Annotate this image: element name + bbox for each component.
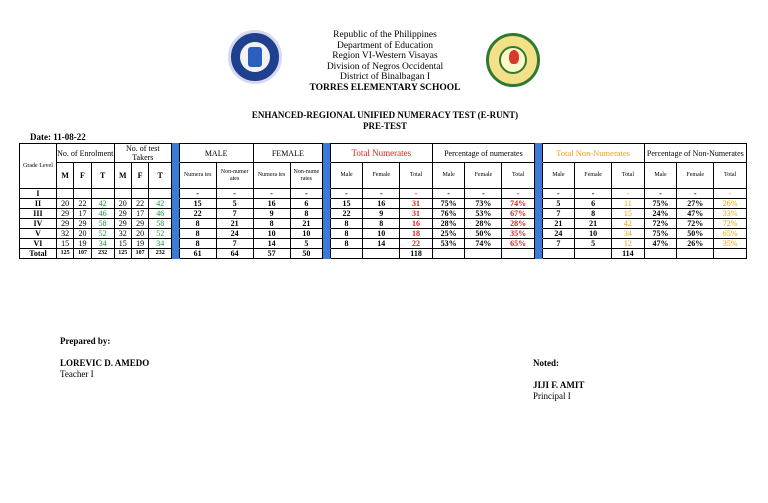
th-non-numerates: Non-numer ates (216, 163, 253, 189)
cell-pt: 35% (502, 229, 535, 239)
divider-bar (172, 229, 180, 239)
divider-bar (323, 219, 331, 229)
cell-nnm: 7 (542, 209, 575, 219)
cell-ef: 22 (74, 199, 91, 209)
cell-nnt: - (612, 189, 645, 199)
divider-bar (323, 163, 331, 189)
cell-tt: 52 (149, 229, 172, 239)
header-line: Region VI-Western Visayas (332, 51, 438, 62)
cell-fnn: 5 (290, 239, 323, 249)
th-total-sub: Total (502, 163, 535, 189)
cell-tt: 58 (149, 219, 172, 229)
th-male-sub: Male (644, 163, 677, 189)
cell-pnm: 72% (644, 219, 677, 229)
divider-bar (323, 199, 331, 209)
cell-tnt: - (400, 189, 433, 199)
divider-bar (534, 209, 542, 219)
cell-pf (465, 249, 502, 259)
divider-bar (172, 239, 180, 249)
cell-nnm: - (542, 189, 575, 199)
cell-tf: 17 (131, 209, 148, 219)
cell-mn: 22 (179, 209, 216, 219)
date-label: Date: 11-08-22 (30, 132, 86, 142)
th-m: M (114, 163, 131, 189)
cell-mn: 8 (179, 219, 216, 229)
header-block (300, 30, 470, 94)
table-row (20, 209, 747, 219)
cell-em: 32 (56, 229, 73, 239)
cell-et: 46 (91, 209, 114, 219)
header-line: District of Binalbagan I (340, 72, 430, 83)
th-t: T (149, 163, 172, 189)
cell-pm: 25% (432, 229, 465, 239)
cell-em: 125 (56, 249, 73, 259)
cell-tt (149, 189, 172, 199)
cell-pnt: 65% (714, 229, 747, 239)
cell-nnt: 15 (612, 209, 645, 219)
cell-tnm: 22 (330, 209, 363, 219)
divider-bar (323, 144, 331, 163)
th-male: MALE (179, 144, 253, 163)
cell-pt: 65% (502, 239, 535, 249)
title-line-1: ENHANCED-REGIONAL UNIFIED NUMERACY TEST (E-RUNT) (251, 110, 519, 120)
cell-nnm: 21 (542, 219, 575, 229)
cell-fnn: 10 (290, 229, 323, 239)
cell-ef: 19 (74, 239, 91, 249)
cell-tm (114, 189, 131, 199)
cell-pnf: 27% (677, 199, 714, 209)
cell-pnt (714, 249, 747, 259)
divider-bar (534, 219, 542, 229)
cell-pm: - (432, 189, 465, 199)
school-name: TORRES ELEMENTARY SCHOOL (309, 82, 461, 93)
divider-bar (534, 199, 542, 209)
header-line: Republic of the Philippines (333, 30, 437, 40)
divider-bar (172, 249, 180, 259)
cell-nnt: 114 (612, 249, 645, 259)
cell-pt: - (502, 189, 535, 199)
title-line-2: PRE-TEST (362, 121, 407, 131)
cell-nnf: - (575, 189, 612, 199)
cell-tnf: 10 (363, 229, 400, 239)
prepared-label: Prepared by: (60, 336, 111, 346)
cell-fn: 14 (253, 239, 290, 249)
th-female: FEMALE (253, 144, 323, 163)
cell-pnf: - (677, 189, 714, 199)
th-male-sub: Male (542, 163, 575, 189)
cell-em: 15 (56, 239, 73, 249)
cell-nnf: 6 (575, 199, 612, 209)
cell-tnt: 16 (400, 219, 433, 229)
cell-mnn: - (216, 189, 253, 199)
cell-tnm: - (330, 189, 363, 199)
cell-fn: 57 (253, 249, 290, 259)
cell-tf: 29 (131, 219, 148, 229)
cell-nnf: 21 (575, 219, 612, 229)
cell-tnf: 16 (363, 199, 400, 209)
cell-tf: 22 (131, 199, 148, 209)
cell-mn: 15 (179, 199, 216, 209)
cell-tf (131, 189, 148, 199)
cell-nnt: 12 (612, 239, 645, 249)
cell-mnn: 64 (216, 249, 253, 259)
th-total-numerates: Total Numerates (330, 144, 432, 163)
cell-nnf: 10 (575, 229, 612, 239)
th-male-sub: Male (432, 163, 465, 189)
cell-tt: 42 (149, 199, 172, 209)
divider-bar (534, 163, 542, 189)
cell-tnf: - (363, 189, 400, 199)
th-m: M (56, 163, 73, 189)
divider-bar (172, 199, 180, 209)
th-takers: No. of test Takers (114, 144, 172, 163)
cell-grade: IV (20, 219, 57, 229)
cell-pt (502, 249, 535, 259)
cell-pnf: 72% (677, 219, 714, 229)
cell-et (91, 189, 114, 199)
cell-fn: 10 (253, 229, 290, 239)
cell-fn: 8 (253, 219, 290, 229)
cell-nnm: 5 (542, 199, 575, 209)
th-female-sub: Female (363, 163, 400, 189)
divider-bar (534, 239, 542, 249)
divider-bar (534, 144, 542, 163)
cell-mnn: 24 (216, 229, 253, 239)
cell-fnn: 8 (290, 209, 323, 219)
cell-tnf: 9 (363, 209, 400, 219)
cell-tnt: 22 (400, 239, 433, 249)
cell-pnm (644, 249, 677, 259)
cell-tnm (330, 249, 363, 259)
cell-tm: 29 (114, 209, 131, 219)
cell-pnm: 24% (644, 209, 677, 219)
cell-pt: 74% (502, 199, 535, 209)
cell-pnm: 75% (644, 229, 677, 239)
cell-tnt: 31 (400, 199, 433, 209)
th-female-sub: Female (575, 163, 612, 189)
cell-ef (74, 189, 91, 199)
cell-grade: III (20, 209, 57, 219)
table-row (20, 229, 747, 239)
cell-nnm: 7 (542, 239, 575, 249)
cell-nnf: 5 (575, 239, 612, 249)
cell-tnt: 31 (400, 209, 433, 219)
cell-tnf: 8 (363, 219, 400, 229)
th-total-non-numerates: Total Non-Numerates (542, 144, 644, 163)
cell-pnm: 75% (644, 199, 677, 209)
cell-tf: 19 (131, 239, 148, 249)
table-row (20, 189, 747, 199)
divider-bar (534, 229, 542, 239)
th-numerates: Numera tes (179, 163, 216, 189)
cell-grade: Total (20, 249, 57, 259)
cell-tnm: 8 (330, 219, 363, 229)
cell-et: 232 (91, 249, 114, 259)
cell-mnn: 21 (216, 219, 253, 229)
cell-mnn: 5 (216, 199, 253, 209)
cell-pnf: 26% (677, 239, 714, 249)
document-title (190, 110, 580, 132)
cell-pnt: 72% (714, 219, 747, 229)
total-row (20, 249, 747, 259)
divider-bar (172, 144, 180, 163)
th-f: F (74, 163, 91, 189)
header-line: Department of Education (336, 40, 434, 51)
cell-pm: 53% (432, 239, 465, 249)
divider-bar (323, 229, 331, 239)
th-total-sub: Total (714, 163, 747, 189)
cell-tt: 232 (149, 249, 172, 259)
cell-tf: 20 (131, 229, 148, 239)
cell-pnf (677, 249, 714, 259)
divider-bar (323, 209, 331, 219)
cell-nnm: 24 (542, 229, 575, 239)
deped-seal-icon (228, 30, 282, 84)
divider-bar (172, 209, 180, 219)
cell-pf: 50% (465, 229, 502, 239)
cell-mn: 8 (179, 229, 216, 239)
cell-pnt: - (714, 189, 747, 199)
cell-pm: 76% (432, 209, 465, 219)
th-female-sub: Female (677, 163, 714, 189)
cell-tnm: 8 (330, 229, 363, 239)
cell-tnm: 15 (330, 199, 363, 209)
divider-bar (323, 239, 331, 249)
cell-et: 34 (91, 239, 114, 249)
cell-mnn: 7 (216, 209, 253, 219)
header-line: Division of Negros Occidental (326, 61, 444, 72)
table-row (20, 239, 747, 249)
noted-name: JIJI F. AMIT (533, 380, 585, 390)
th-enrolment: No. of Enrolment (56, 144, 114, 163)
cell-em: 29 (56, 209, 73, 219)
school-seal-icon (486, 33, 540, 87)
cell-pf: 74% (465, 239, 502, 249)
divider-bar (323, 189, 331, 199)
cell-pnm: 47% (644, 239, 677, 249)
cell-pt: 67% (502, 209, 535, 219)
prepared-name: LOREVIC D. AMEDO (60, 358, 150, 368)
th-female-sub: Female (465, 163, 502, 189)
cell-et: 52 (91, 229, 114, 239)
cell-pf: - (465, 189, 502, 199)
cell-tnt: 18 (400, 229, 433, 239)
cell-mn: - (179, 189, 216, 199)
th-pct-numerates: Percentage of numerates (432, 144, 534, 163)
cell-fnn: 50 (290, 249, 323, 259)
cell-em (56, 189, 73, 199)
cell-nnt: 34 (612, 229, 645, 239)
cell-et: 58 (91, 219, 114, 229)
cell-fnn: 6 (290, 199, 323, 209)
th-numerates: Numera tes (253, 163, 290, 189)
cell-tnf (363, 249, 400, 259)
cell-fn: 9 (253, 209, 290, 219)
cell-tnt: 118 (400, 249, 433, 259)
table-row (20, 219, 747, 229)
cell-pf: 53% (465, 209, 502, 219)
cell-grade: VI (20, 239, 57, 249)
cell-mn: 61 (179, 249, 216, 259)
cell-ef: 17 (74, 209, 91, 219)
th-grade-level: Grade Level (20, 144, 57, 189)
cell-em: 29 (56, 219, 73, 229)
cell-pf: 73% (465, 199, 502, 209)
divider-bar (172, 219, 180, 229)
cell-tf: 107 (131, 249, 148, 259)
cell-em: 20 (56, 199, 73, 209)
cell-tt: 46 (149, 209, 172, 219)
cell-tnf: 14 (363, 239, 400, 249)
cell-ef: 20 (74, 229, 91, 239)
cell-et: 42 (91, 199, 114, 209)
noted-role: Principal I (533, 391, 571, 401)
th-t: T (91, 163, 114, 189)
cell-pnt: 33% (714, 209, 747, 219)
cell-tnm: 8 (330, 239, 363, 249)
cell-grade: V (20, 229, 57, 239)
divider-bar (172, 189, 180, 199)
cell-nnt: 42 (612, 219, 645, 229)
table-row (20, 199, 747, 209)
cell-nnt: 11 (612, 199, 645, 209)
cell-pt: 28% (502, 219, 535, 229)
cell-fnn: - (290, 189, 323, 199)
divider-bar (534, 249, 542, 259)
divider-bar (323, 249, 331, 259)
cell-pnt: 26% (714, 199, 747, 209)
cell-nnf (575, 249, 612, 259)
cell-nnm (542, 249, 575, 259)
cell-fn: 16 (253, 199, 290, 209)
cell-ef: 29 (74, 219, 91, 229)
cell-pnf: 50% (677, 229, 714, 239)
cell-mnn: 7 (216, 239, 253, 249)
cell-pnf: 47% (677, 209, 714, 219)
cell-grade: II (20, 199, 57, 209)
th-pct-non-numerates: Percentage of Non-Numerates (644, 144, 746, 163)
cell-mn: 8 (179, 239, 216, 249)
cell-tm: 32 (114, 229, 131, 239)
cell-pnt: 35% (714, 239, 747, 249)
cell-pf: 28% (465, 219, 502, 229)
cell-tm: 15 (114, 239, 131, 249)
th-male-sub: Male (330, 163, 363, 189)
cell-tt: 34 (149, 239, 172, 249)
cell-pm: 28% (432, 219, 465, 229)
th-total-sub: Total (400, 163, 433, 189)
cell-pm (432, 249, 465, 259)
th-total-sub: Total (612, 163, 645, 189)
cell-pnm: - (644, 189, 677, 199)
cell-ef: 107 (74, 249, 91, 259)
results-table (19, 143, 747, 259)
cell-fn: - (253, 189, 290, 199)
th-non-numerates: Non-nume rates (290, 163, 323, 189)
cell-fnn: 21 (290, 219, 323, 229)
prepared-role: Teacher I (60, 369, 94, 379)
cell-tm: 125 (114, 249, 131, 259)
cell-pm: 75% (432, 199, 465, 209)
cell-tm: 29 (114, 219, 131, 229)
divider-bar (172, 163, 180, 189)
th-f: F (131, 163, 148, 189)
cell-tm: 20 (114, 199, 131, 209)
cell-grade: I (20, 189, 57, 199)
noted-label: Noted: (533, 358, 559, 368)
cell-nnf: 8 (575, 209, 612, 219)
divider-bar (534, 189, 542, 199)
